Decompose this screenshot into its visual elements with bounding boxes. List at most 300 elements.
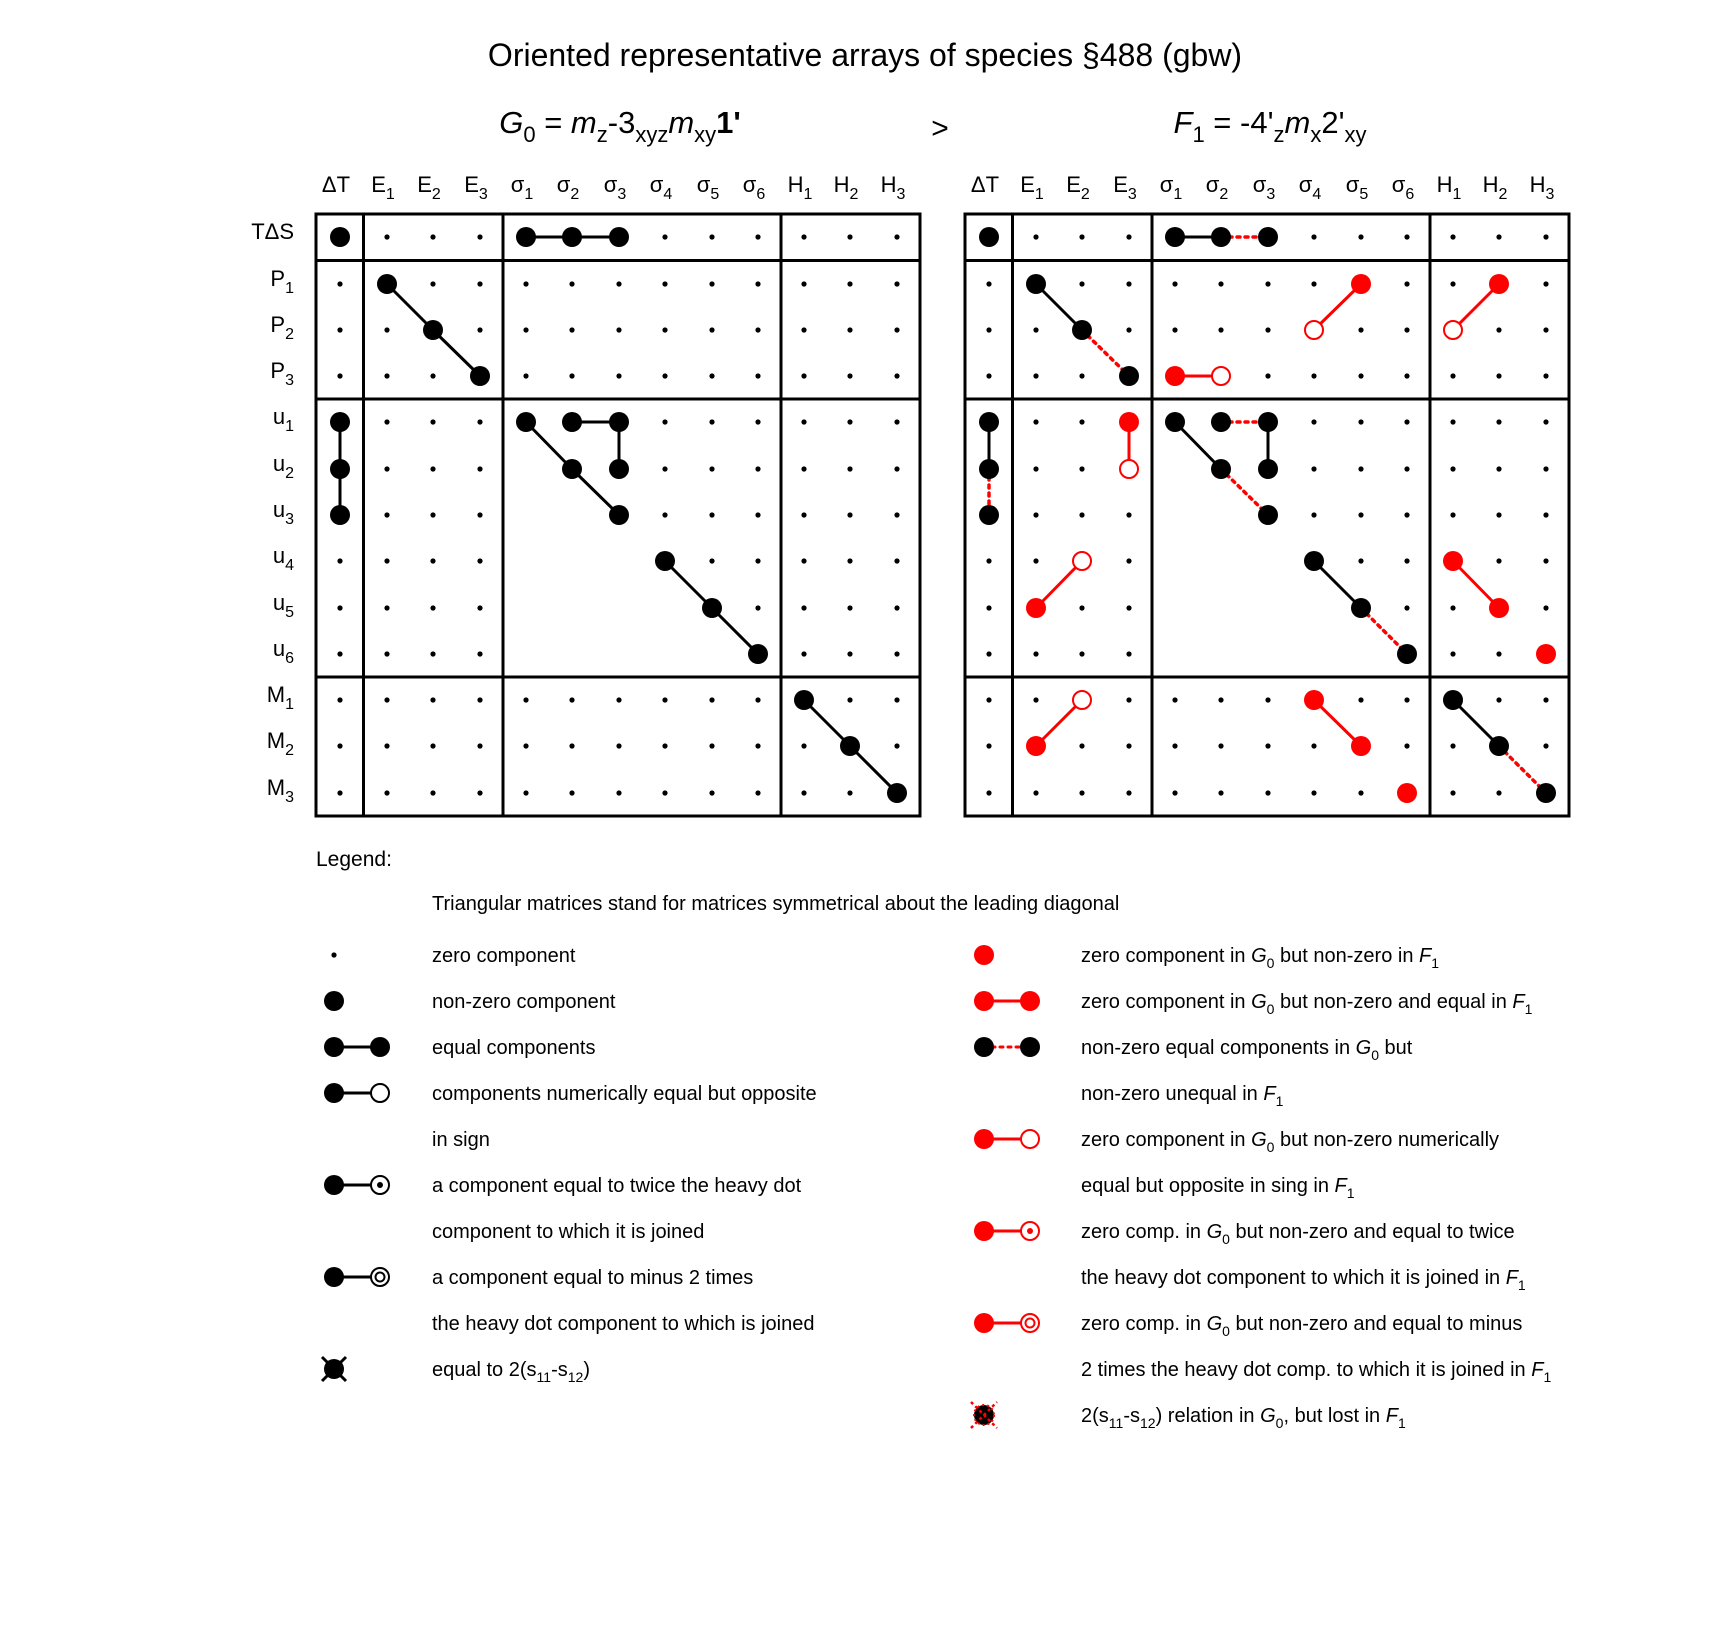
zero-component-dot [1450, 651, 1455, 656]
text-run: -s [551, 1359, 568, 1381]
zero-component-dot [1496, 512, 1501, 517]
zero-component-dot [1079, 512, 1084, 517]
text-run: E [1113, 172, 1128, 197]
row-label [273, 590, 294, 621]
new-non-zero-dot [1443, 551, 1463, 571]
legend-text [432, 1359, 590, 1385]
zero-component-dot [755, 605, 760, 610]
zero-component-dot [755, 790, 760, 795]
zero-component-dot [847, 558, 852, 563]
zero-component-dot [1218, 327, 1223, 332]
text-run: E [417, 172, 432, 197]
open-dot [371, 1084, 389, 1102]
zero-component-dot [1079, 419, 1084, 424]
zero-component-dot [569, 373, 574, 378]
zero-component-dot [1543, 558, 1548, 563]
legend-symbol-redOpp [974, 1129, 1039, 1149]
subscript: 2 [285, 742, 294, 759]
heavy-dot [324, 1267, 344, 1287]
legend-symbol-redTwice [974, 1221, 1039, 1241]
text-run: a component equal to minus 2 times [432, 1267, 754, 1289]
non-zero-component-dot [1443, 690, 1463, 710]
text-run: F [1334, 1175, 1347, 1197]
non-zero-component-dot [562, 412, 582, 432]
zero-component-dot [1126, 697, 1131, 702]
zero-component-dot [569, 697, 574, 702]
column-label [1066, 172, 1090, 203]
zero-component-dot [1543, 327, 1548, 332]
text-run: E [464, 172, 479, 197]
zero-component-dot [1079, 651, 1084, 656]
new-non-zero-dot [1119, 412, 1139, 432]
column-label [971, 172, 999, 197]
zero-component-dot [847, 697, 852, 702]
text-run: u [272, 497, 286, 522]
non-zero-component-dot [1489, 736, 1509, 756]
legend-entry [974, 1313, 1551, 1385]
text-run: G [1251, 991, 1267, 1013]
non-zero-component-dot [609, 412, 629, 432]
zero-component-dot [986, 743, 991, 748]
zero-component-dot [477, 743, 482, 748]
zero-component-dot [986, 651, 991, 656]
legend-text [1081, 1129, 1499, 1155]
zero-component-dot [1404, 743, 1409, 748]
legend-entry [322, 1357, 590, 1385]
text-run: u [272, 636, 286, 661]
subscript: 12 [567, 1369, 584, 1385]
text-run: G [1355, 1037, 1372, 1059]
zero-component-dot [1218, 743, 1223, 748]
zero-component-dot [1358, 419, 1363, 424]
column-label [371, 172, 395, 203]
zero-component-dot [755, 466, 760, 471]
zero-component-dot [847, 234, 852, 239]
subscript: 1 [524, 186, 534, 203]
text-run: equal but opposite in sing in [1081, 1175, 1335, 1197]
zero-component-dot [801, 234, 806, 239]
column-label [743, 172, 766, 203]
text-run: u [272, 590, 286, 615]
zero-component-dot [430, 558, 435, 563]
zero-component-dot [1172, 697, 1177, 702]
zero-component-dot [894, 234, 899, 239]
zero-component-dot [384, 512, 389, 517]
array-heading [499, 105, 741, 147]
zero-component-dot [1543, 605, 1548, 610]
text-run: G [1260, 1405, 1276, 1427]
zero-component-dot [477, 651, 482, 656]
zero-component-dot [1218, 697, 1223, 702]
text-run: H [833, 172, 850, 197]
subscript: 3 [285, 511, 294, 528]
subscript: xy [694, 122, 717, 147]
zero-component-dot [755, 281, 760, 286]
zero-component-dot [1311, 419, 1316, 424]
non-zero-component-dot [1072, 320, 1092, 340]
legend-text [1081, 945, 1439, 971]
zero-component-dot [430, 373, 435, 378]
zero-component-dot [801, 281, 806, 286]
subscript: 1 [803, 186, 813, 203]
text-run: H [787, 172, 804, 197]
zero-component-dot [1404, 234, 1409, 239]
subscript: 1 [385, 186, 395, 203]
opposite-sign-dot [1073, 552, 1091, 570]
legend-symbol-twice [324, 1175, 389, 1195]
zero-component-dot [847, 605, 852, 610]
zero-component-dot [1126, 558, 1131, 563]
row-label [273, 451, 294, 482]
zero-component-dot [1450, 743, 1455, 748]
text-run: G [499, 105, 524, 140]
zero-component-dot [755, 697, 760, 702]
zero-component-dot [569, 327, 574, 332]
text-run: -3 [607, 105, 636, 140]
column-label [697, 172, 720, 203]
zero-component-dot [1265, 281, 1270, 286]
text-run: 1' [716, 105, 741, 140]
non-zero-component-dot [1536, 783, 1556, 803]
arrays-layer [251, 105, 1569, 816]
zero-component-dot [1265, 790, 1270, 795]
non-zero-component-dot [1258, 227, 1278, 247]
column-label [1530, 172, 1555, 203]
non-zero-component-dot [1211, 459, 1231, 479]
non-zero-component-dot [562, 459, 582, 479]
subscript: x [1310, 122, 1322, 147]
subscript: 3 [285, 789, 294, 806]
zero-component-dot [1496, 234, 1501, 239]
opposite-sign-dot [1120, 460, 1138, 478]
zero-component-dot [1358, 373, 1363, 378]
zero-component-dot [477, 466, 482, 471]
zero-component-dot [894, 605, 899, 610]
zero-component-dot [709, 697, 714, 702]
subscript: 3 [1266, 186, 1276, 203]
zero-component-dot [337, 605, 342, 610]
text-run: G [1251, 1129, 1267, 1151]
zero-component-dot [1079, 281, 1084, 286]
column-label [834, 172, 859, 203]
zero-component-dot [755, 558, 760, 563]
legend-text [432, 991, 616, 1013]
zero-component-dot [1358, 466, 1363, 471]
subscript: 11 [536, 1369, 552, 1385]
zero-component-dot [1543, 281, 1548, 286]
subscript: 1 [1431, 955, 1440, 971]
text-run: non-zero equal components in [1081, 1037, 1356, 1059]
open-dot [371, 1268, 389, 1286]
zero-component-dot [1311, 790, 1316, 795]
zero-component-dot [1079, 743, 1084, 748]
non-zero-component-dot [1258, 412, 1278, 432]
legend-entry [974, 945, 1439, 971]
column-label [557, 172, 580, 203]
zero-component-dot [337, 697, 342, 702]
zero-component-dot [801, 790, 806, 795]
text-run: non-zero component [432, 991, 616, 1013]
row-label [270, 358, 294, 389]
text-run: H [1436, 172, 1453, 197]
non-zero-component-dot [1258, 505, 1278, 525]
zero-component-dot [1218, 281, 1223, 286]
zero-component-dot [847, 419, 852, 424]
zero-component-dot [662, 790, 667, 795]
zero-component-dot [523, 697, 528, 702]
zero-component-dot [1033, 651, 1038, 656]
open-dot [1021, 1314, 1039, 1332]
legend-symbol-minus2 [324, 1267, 389, 1287]
non-zero-component-dot [979, 505, 999, 525]
text-run: G [1206, 1313, 1223, 1335]
subscript: z [596, 122, 608, 147]
zero-component-dot [709, 373, 714, 378]
text-run: E [1066, 172, 1081, 197]
zero-component-dot [1404, 466, 1409, 471]
subscript: 0 [523, 122, 536, 147]
column-label [417, 172, 441, 203]
row-label [267, 775, 294, 806]
text-run: 2(s [1081, 1405, 1109, 1427]
zero-component-dot [662, 466, 667, 471]
zero-component-dot [1404, 697, 1409, 702]
zero-component-dot [986, 790, 991, 795]
text-run: H [880, 172, 897, 197]
legend-symbol-crossLost [971, 1402, 997, 1428]
non-zero-component-dot [702, 598, 722, 618]
zero-component-dot [616, 327, 621, 332]
legend-text [1081, 1359, 1551, 1385]
subscript: 1 [1524, 1001, 1533, 1017]
legend-symbol-redMinus2 [974, 1313, 1039, 1333]
legend-text [432, 1221, 704, 1243]
zero-component-dot [1172, 790, 1177, 795]
zero-component-dot [709, 419, 714, 424]
zero-component-dot [477, 558, 482, 563]
row-label [270, 266, 294, 297]
zero-component-dot [986, 281, 991, 286]
text-run: σ [510, 172, 525, 197]
zero-component-dot [337, 743, 342, 748]
zero-component-dot [477, 234, 482, 239]
zero-component-dot [337, 327, 342, 332]
open-dot [1021, 1130, 1039, 1148]
subscript: 5 [1359, 186, 1369, 203]
text-run: TΔS [251, 219, 294, 244]
relation-symbol: > [931, 112, 949, 145]
zero-component-dot [801, 419, 806, 424]
zero-component-dot [616, 743, 621, 748]
zero-component-dot [755, 373, 760, 378]
legend-symbol-nz [324, 991, 344, 1011]
subscript: 3 [617, 186, 627, 203]
text-run: σ [1205, 172, 1220, 197]
non-zero-component-dot [330, 459, 350, 479]
zero-component-dot [384, 651, 389, 656]
text-run: F [1505, 1267, 1518, 1289]
non-zero-component-dot [609, 459, 629, 479]
non-zero-component-dot [470, 366, 490, 386]
opposite-sign-dot [1073, 691, 1091, 709]
zero-component-dot [1543, 697, 1548, 702]
text-run: zero component in [1081, 991, 1252, 1013]
zero-component-dot [755, 327, 760, 332]
subscript: 1 [1275, 1093, 1284, 1109]
heavy-dot [974, 991, 994, 1011]
zero-component-dot [1311, 466, 1316, 471]
subscript: 12 [1140, 1415, 1156, 1431]
zero-component-dot [709, 466, 714, 471]
zero-component-dot [523, 373, 528, 378]
zero-component-dot [709, 558, 714, 563]
zero-component-dot [337, 281, 342, 286]
zero-component-dot [986, 558, 991, 563]
legend-symbol-eq [324, 1037, 390, 1057]
zero-component-dot [662, 419, 667, 424]
zero-component-dot [1265, 373, 1270, 378]
zero-component-dot [1404, 327, 1409, 332]
legend-text [432, 945, 576, 967]
zero-component-dot [1358, 327, 1363, 332]
text-run: E [1020, 172, 1035, 197]
zero-component-dot [1172, 327, 1177, 332]
legend-entry [971, 1402, 1406, 1431]
zero-component-dot [1496, 697, 1501, 702]
text-run: the heavy dot component to which is joined [432, 1313, 815, 1335]
subscript: 1 [285, 280, 294, 297]
zero-component-dot [569, 790, 574, 795]
zero-component-dot [430, 651, 435, 656]
text-run: ΔT [970, 172, 1000, 197]
legend-entry [324, 1267, 814, 1335]
zero-component-dot [1033, 419, 1038, 424]
legend-text [432, 1083, 817, 1105]
non-zero-component-dot [516, 412, 536, 432]
non-zero-component-dot [330, 227, 350, 247]
text-run: = [535, 105, 571, 140]
zero-component-dot [801, 605, 806, 610]
heavy-dot [974, 945, 994, 965]
opposite-sign-dot [1444, 321, 1462, 339]
legend-entry [974, 1037, 1413, 1109]
zero-component-dot [384, 790, 389, 795]
subscript: 2 [285, 465, 294, 482]
zero-component-dot [894, 651, 899, 656]
column-label [1392, 172, 1415, 203]
subscript: 0 [1266, 1001, 1275, 1017]
zero-component-dot [384, 697, 389, 702]
column-label [1299, 172, 1322, 203]
zero-component-dot [1265, 327, 1270, 332]
text-run: but non-zero and equal in [1274, 991, 1513, 1013]
subscript: 6 [1405, 186, 1415, 203]
zero-component-dot [477, 419, 482, 424]
subscript: 6 [285, 650, 294, 667]
column-label [322, 172, 350, 197]
non-zero-component-dot [516, 227, 536, 247]
legend-symbol-opp [324, 1083, 389, 1103]
subscript: xyz [635, 122, 669, 147]
zero-component-dot [986, 373, 991, 378]
column-label [1160, 172, 1183, 203]
zero-component-dot [1311, 234, 1316, 239]
zero-component-dot [1543, 512, 1548, 517]
row-label [273, 497, 294, 528]
zero-component-dot [523, 790, 528, 795]
zero-component-dot [986, 605, 991, 610]
subscript: 2 [1219, 186, 1229, 203]
zero-component-dot [1543, 234, 1548, 239]
text-run: components numerically equal but opposite [432, 1083, 817, 1105]
zero-component-dot [662, 373, 667, 378]
zero-component-dot [1033, 512, 1038, 517]
non-zero-component-dot [609, 227, 629, 247]
non-zero-component-dot [1026, 274, 1046, 294]
new-non-zero-dot [1489, 598, 1509, 618]
column-label [881, 172, 906, 203]
non-zero-component-dot [1304, 551, 1324, 571]
zero-component-dot [847, 790, 852, 795]
zero-component-dot [662, 281, 667, 286]
zero-component-dot [1033, 373, 1038, 378]
non-zero-component-dot [1351, 598, 1371, 618]
zero-component-dot [1079, 234, 1084, 239]
legend-text [1081, 1083, 1284, 1109]
legend-text [1081, 1313, 1522, 1339]
row-label [267, 682, 294, 713]
zero-component-dot [1126, 234, 1131, 239]
subscript: 0 [1222, 1323, 1230, 1339]
new-non-zero-dot [1351, 736, 1371, 756]
legend-entry [331, 945, 575, 967]
text-run: in sign [432, 1129, 490, 1151]
zero-component-dot [709, 281, 714, 286]
zero-component-dot [847, 512, 852, 517]
text-run: σ [742, 172, 757, 197]
zero-component-dot [1126, 512, 1131, 517]
center-dot [1027, 1228, 1033, 1234]
legend-symbol-red [974, 945, 994, 965]
text-run: F [1385, 1405, 1398, 1427]
zero-component-dot [1126, 327, 1131, 332]
heavy-dot [324, 1175, 344, 1195]
zero-component-dot [1358, 790, 1363, 795]
text-run: M [266, 728, 286, 753]
non-zero-component-dot [748, 644, 768, 664]
new-non-zero-dot [1351, 274, 1371, 294]
column-label [511, 172, 534, 203]
zero-component-dot [1358, 512, 1363, 517]
zero-component-dot [1404, 419, 1409, 424]
new-non-zero-dot [1304, 690, 1324, 710]
text-run: F [1512, 991, 1525, 1013]
zero-component-dot [847, 281, 852, 286]
zero-component-dot [1033, 697, 1038, 702]
text-run: σ [1391, 172, 1406, 197]
zero-component-dot [616, 697, 621, 702]
zero-component-dot [384, 327, 389, 332]
text-run: F [1263, 1083, 1276, 1105]
text-run: M [266, 682, 286, 707]
zero-component-dot [894, 512, 899, 517]
zero-component-dot [1033, 558, 1038, 563]
legend-symbol-lost [974, 1037, 1040, 1057]
subscript: 3 [1545, 186, 1555, 203]
zero-component-dot [894, 558, 899, 563]
heavy-dot [974, 1129, 994, 1149]
zero-component-dot [1311, 743, 1316, 748]
